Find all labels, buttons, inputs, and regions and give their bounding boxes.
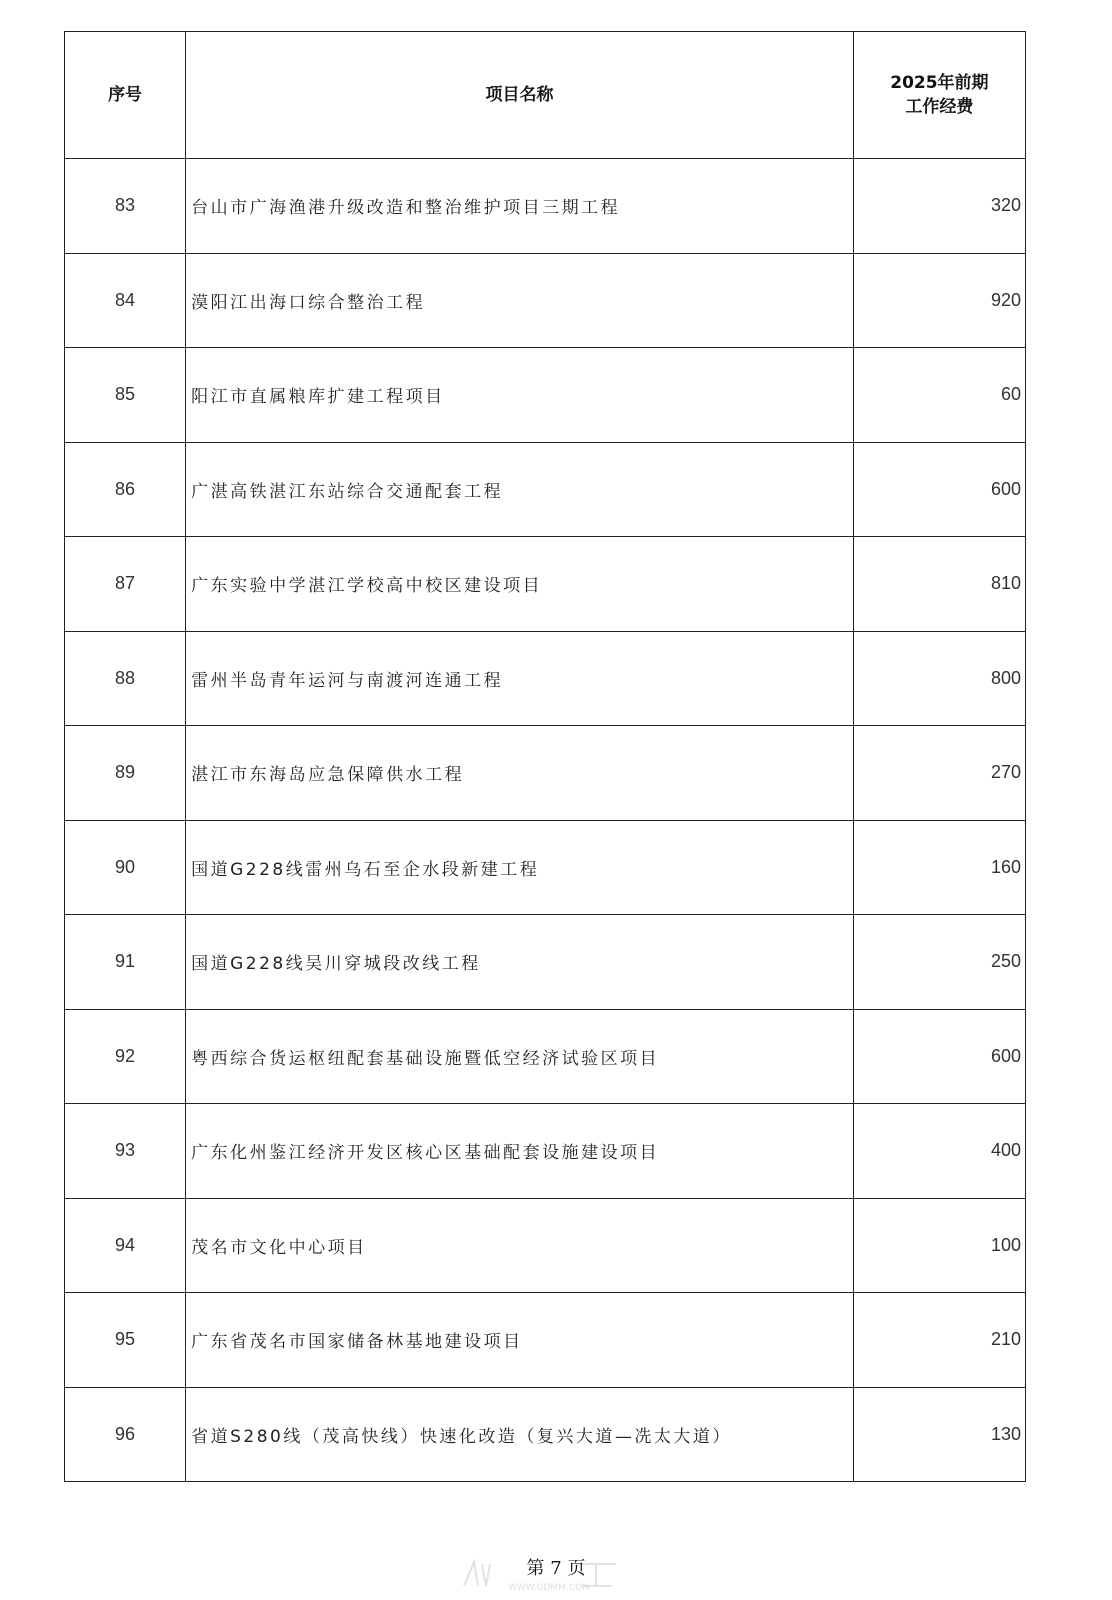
row-number: 95 [65,1293,186,1388]
project-fee: 60 [853,348,1025,443]
table-row [65,1293,1026,1388]
project-fee: 250 [853,915,1025,1010]
table-row [65,442,1026,537]
header-fee-line2: 工作经费 [905,97,974,117]
table-row [65,820,1026,915]
project-name: 台山市广海渔港升级改造和整治维护项目三期工程 [186,159,854,254]
project-fee: 320 [853,159,1025,254]
project-fee: 600 [853,1009,1025,1104]
row-number: 86 [65,442,186,537]
header-no: 序号 [65,32,186,159]
project-name: 湛江市东海岛应急保障供水工程 [186,726,854,821]
project-name: 茂名市文化中心项目 [186,1198,854,1293]
row-number: 83 [65,159,186,254]
table-row [65,1387,1026,1482]
row-number: 87 [65,537,186,632]
row-number: 91 [65,915,186,1010]
project-fee: 600 [853,442,1025,537]
row-number: 84 [65,253,186,348]
table-row [65,1009,1026,1104]
row-number: 92 [65,1009,186,1104]
project-fee: 400 [853,1104,1025,1199]
table-row [65,253,1026,348]
table-row [65,631,1026,726]
project-name: 广湛高铁湛江东站综合交通配套工程 [186,442,854,537]
table-row [65,915,1026,1010]
project-fee: 270 [853,726,1025,821]
project-fee: 210 [853,1293,1025,1388]
project-name: 雷州半岛青年运河与南渡河连通工程 [186,631,854,726]
row-number: 96 [65,1387,186,1482]
table-row [65,537,1026,632]
table-row [65,1104,1026,1199]
page-number: 第 7 页 [526,1558,586,1579]
project-fee: 810 [853,537,1025,632]
table-header-row [65,32,1026,159]
row-number: 94 [65,1198,186,1293]
project-fee: 920 [853,253,1025,348]
project-name: 广东化州鉴江经济开发区核心区基础配套设施建设项目 [186,1104,854,1199]
project-name: 阳江市直属粮库扩建工程项目 [186,348,854,443]
project-name: 漠阳江出海口综合整治工程 [186,253,854,348]
table-row [65,348,1026,443]
project-fee-table [64,31,1026,1482]
project-name: 省道S280线（茂高快线）快速化改造（复兴大道—冼太大道） [186,1387,854,1482]
project-name: 国道G228线雷州乌石至企水段新建工程 [186,820,854,915]
header-fee [853,32,1025,159]
table-row [65,159,1026,254]
watermark-text: WWW.GDMM.COM [508,1583,590,1592]
row-number: 90 [65,820,186,915]
project-fee: 100 [853,1198,1025,1293]
header-fee-line1: 2025年前期 [890,73,989,93]
project-name: 国道G228线吴川穿城段改线工程 [186,915,854,1010]
project-fee: 160 [853,820,1025,915]
row-number: 85 [65,348,186,443]
row-number: 88 [65,631,186,726]
table-row [65,1198,1026,1293]
row-number: 93 [65,1104,186,1199]
project-name: 广东省茂名市国家储备林基地建设项目 [186,1293,854,1388]
project-fee: 800 [853,631,1025,726]
project-name: 广东实验中学湛江学校高中校区建设项目 [186,537,854,632]
row-number: 89 [65,726,186,821]
project-name: 粤西综合货运枢纽配套基础设施暨低空经济试验区项目 [186,1009,854,1104]
header-name: 项目名称 [186,32,854,159]
project-fee: 130 [853,1387,1025,1482]
table-row [65,726,1026,821]
